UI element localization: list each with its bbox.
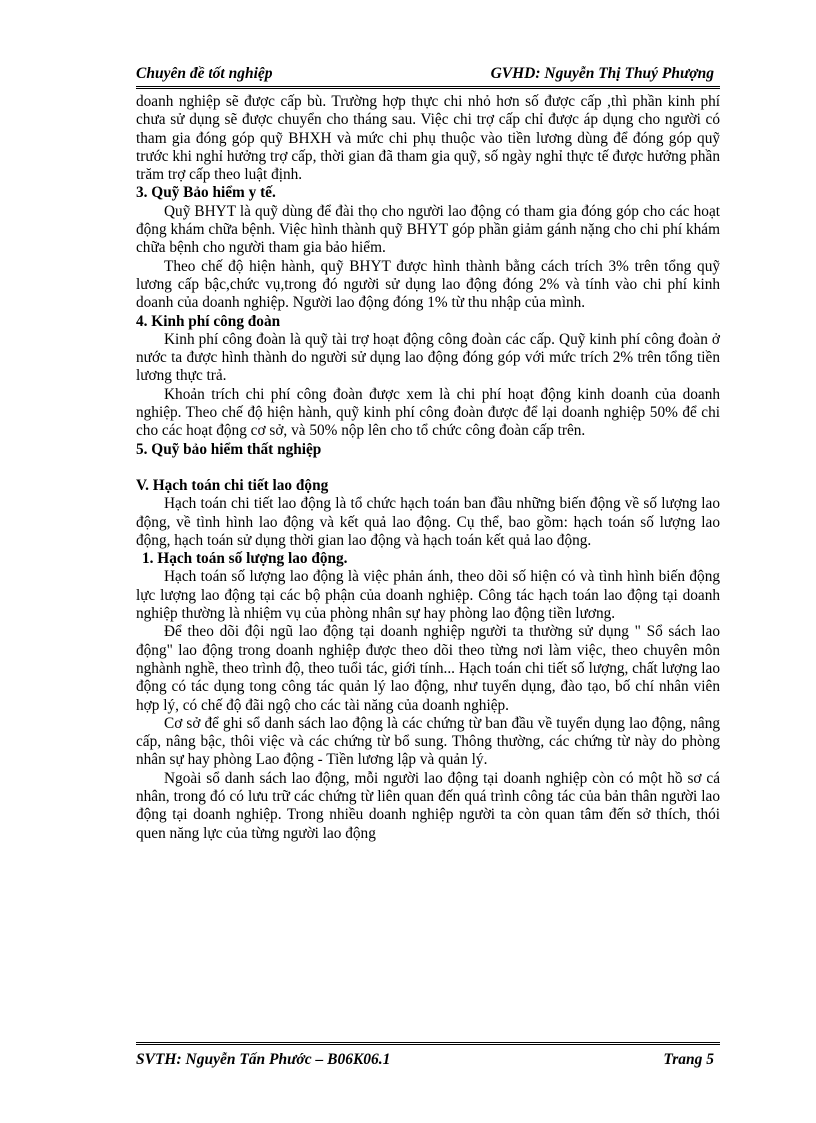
paragraph: Khoản trích chi phí công đoàn được xem là chi phí hoạt động kinh doanh của doanh nghiệp. Theo chế độ hiện hành, quỹ kinh phí công đoàn được để lại doanh nghiệp 50% để chi cho các hoạt động cơ sở, và 50% nộp lên cho tổ chức công đoàn cấp trên. [136,385,720,440]
paragraph: Theo chế độ hiện hành, quỹ BHYT được hình thành bằng cách trích 3% trên tổng quỹ lương cấp bậc,chức vụ,trong đó người sử dụng lao động đóng 2% và tính vào chi phí kinh doanh của doanh nghiệp. Người lao động đóng 1% từ thu nhập của mình. [136,257,720,312]
document-body [136,93,720,843]
paragraph: Ngoài sổ danh sách lao động, mỗi người lao động tại doanh nghiệp còn có một hồ sơ cá nhân, trong đó có lưu trữ các chứng từ liên quan đến quá trình công tác của bản thân người lao động tại doanh nghiệp. Trong nhiều doanh nghiệp người ta còn quan tâm đến sở thích, thói quen năng lực của từng người lao động [136,769,720,842]
paragraph: Quỹ BHYT là quỹ dùng để đài thọ cho người lao động có tham gia đóng góp cho các hoạt động khám chữa bệnh. Việc hình thành quỹ BHYT góp phần giảm gánh nặng cho chi phí khám chữa bệnh cho người tham gia bảo hiểm. [136,202,720,257]
paragraph: Hạch toán số lượng lao động là việc phản ánh, theo dõi số hiện có và tình hình biến động lực lượng lao động tại các bộ phận của doanh nghiệp. Công tác hạch toán lao động tại doanh nghiệp thường là nhiệm vụ của phòng nhân sự hay phòng lao động tiền lương. [136,568,720,623]
chapter-heading: V. Hạch toán chi tiết lao động [136,476,329,494]
section-heading: 4. Kinh phí công đoàn [136,312,281,330]
page-header [136,62,720,89]
blank-line [136,459,720,477]
header-title: Chuyên đề tốt nghiệp [136,65,273,82]
footer-author: SVTH: Nguyễn Tấn Phước – B06K06.1 [136,1051,391,1068]
page-footer [136,1042,720,1071]
paragraph: Kinh phí công đoàn là quỹ tài trợ hoạt động công đoàn các cấp. Quỹ kinh phí công đoàn ở nước ta được hình thành do người sử dụng lao động đóng góp với mức trích 2% trên tổng tiền lương thực trả. [136,330,720,385]
subsection-heading: 1. Hạch toán số lượng lao động. [142,550,348,568]
section-heading: 3. Quỹ Bảo hiểm y tế. [136,184,276,202]
paragraph: Để theo dõi đội ngũ lao động tại doanh nghiệp người ta thường sử dụng " Sổ sách lao động" lao động trong doanh nghiệp được theo dõi theo từng nơi làm việc, theo chuyên môn nghành nghề, theo trình độ, theo tuổi tác, giới tính... Hạch toán chi tiết số lượng, chất lượng lao động có tác dụng tong công tác quản lý lao động, như tuyển dụng, đào tạo, bố chí nhân viên hợp lý, có chế độ đãi ngộ cho các tài năng của doanh nghiệp. [136,623,720,714]
paragraph: Hạch toán chi tiết lao động là tổ chức hạch toán ban đầu những biến động về số lượng lao động, về tình hình lao động và kết quả lao động. Cụ thể, bao gồm: hạch toán số lượng lao động, hạch toán sử dụng thời gian lao động và hạch toán kết quả lao động. [136,495,720,549]
section-heading: 5. Quỹ bảo hiểm thất nghiệp [136,440,322,458]
header-advisor: GVHD: Nguyễn Thị Thuý Phượng [490,65,714,82]
page-number: Trang 5 [663,1051,714,1068]
paragraph: Cơ sở để ghi sổ danh sách lao động là các chứng từ ban đầu về tuyển dụng lao động, nâng cấp, nâng bậc, thôi việc và các chứng từ bổ sung. Thông thường, các chứng từ này do phòng nhân sự hay phòng Lao động - Tiền lương lập và quản lý. [136,714,720,769]
paragraph: doanh nghiệp sẽ được cấp bù. Trường hợp thực chi nhỏ hơn số được cấp ,thì phần kinh phí chưa sử dụng sẽ được chuyển cho tháng sau. Việc chi trợ cấp chỉ được áp dụng cho người có tham gia đóng góp quỹ BHXH và mức chi phụ thuộc vào tiền lương dùng để đóng góp quỹ trước khi nghỉ hưởng trợ cấp, thời gian đã tham gia quỹ, số ngày nghỉ thực tế được hưởng phần trăm trợ cấp theo luật định. [136,93,720,184]
